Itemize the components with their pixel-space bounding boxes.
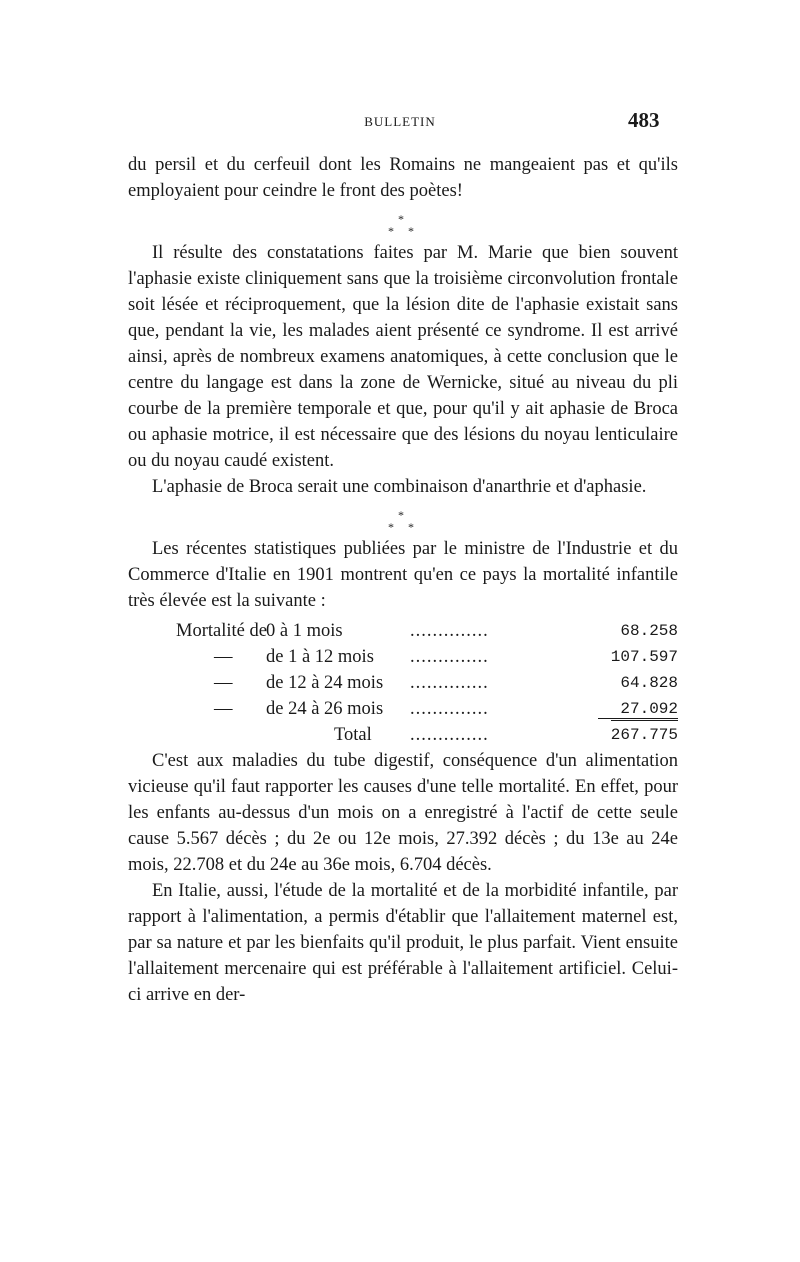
leader-dots: .............. bbox=[410, 621, 489, 641]
row-label: — bbox=[214, 647, 233, 667]
paragraph-persil: du persil et du cerfeuil dont les Romains ne mangeaient pas et qu'ils employaient pour ceindre le front des poètes! bbox=[128, 155, 678, 201]
paragraph-aphasie: Il résulte des constatations faites par M. Marie que bien souvent l'aphasie existe cliniquement sans que la troisième circonvolution frontale soit lésée et réciproquement, que la lésion dite de l'aphasie existait sans que, pendant la vie, les malades aient présenté ce syndrome. Il est arrivé ainsi, après de nombreux examens anatomiques, à cette conclusion que le centre du langage est dans la zone de Wernicke, situé au niveau du pli courbe de la première temporale et que, pour qu'il y ait aphasie de Broca ou aphasie motrice, il est nécessaire que des lésions du noyau lenticulaire ou du noyau caudé existent. bbox=[128, 243, 678, 471]
leader-dots: .............. bbox=[410, 699, 489, 719]
total-value: 267.775 bbox=[611, 720, 678, 748]
page-number: 483 bbox=[628, 108, 660, 132]
asterism-divider bbox=[128, 500, 678, 536]
asterism-star: * bbox=[388, 520, 394, 534]
asterism-star: * bbox=[388, 224, 394, 238]
row-range: de 1 à 12 mois bbox=[266, 647, 374, 667]
row-label: — bbox=[214, 699, 233, 719]
leader-dots: .............. bbox=[410, 673, 489, 693]
asterism-star: * bbox=[398, 212, 404, 226]
row-range: 0 à 1 mois bbox=[266, 621, 343, 641]
row-value: 27.092 bbox=[620, 700, 678, 718]
table-total-row bbox=[128, 722, 678, 748]
row-value: 107.597 bbox=[610, 648, 678, 666]
table-row bbox=[128, 670, 678, 696]
row-label: — bbox=[214, 673, 233, 693]
table-row bbox=[128, 696, 678, 722]
table-row bbox=[128, 618, 678, 644]
row-range: de 24 à 26 mois bbox=[266, 699, 384, 719]
running-title: BULLETIN bbox=[364, 114, 436, 129]
row-range: de 12 à 24 mois bbox=[266, 673, 384, 693]
asterism-divider bbox=[128, 204, 678, 240]
leader-dots: .............. bbox=[410, 647, 489, 667]
mortality-table bbox=[128, 618, 678, 748]
row-label: Mortalité de bbox=[176, 621, 267, 641]
paragraph-statistiques: Les récentes statistiques publiées par le ministre de l'Industrie et du Commerce d'Italie en 1901 montrent qu'en ce pays la mortalité infantile très élevée est la suivante : bbox=[128, 539, 678, 611]
paragraph-maladies: C'est aux maladies du tube digestif, conséquence d'un alimentation vicieuse qu'il faut rapporter les causes d'une telle mortalité. En effet, pour les enfants au-dessus d'un mois on a enregistré à l'actif de cette seule cause 5.567 décès ; du 2e ou 12e mois, 27.392 décès ; du 13e au 24e mois, 22.708 et du 24e au 36e mois, 6.704 décès. bbox=[128, 751, 678, 875]
total-label: Total bbox=[334, 725, 372, 745]
page-body bbox=[128, 152, 678, 1008]
table-row bbox=[128, 644, 678, 670]
leader-dots: .............. bbox=[410, 725, 489, 745]
page-header bbox=[0, 108, 800, 138]
paragraph-allaitement: En Italie, aussi, l'étude de la mortalité et de la morbidité infantile, par rapport à l'alimentation, a permis d'établir que l'allaitement maternel est, par sa nature et par les bienfaits qu'il produit, le plus parfait. Vient ensuite l'allaitement mercenaire qui est préférable à l'allaitement artificiel. Celui-ci arrive en der- bbox=[128, 881, 678, 1005]
asterism-star: * bbox=[398, 508, 404, 522]
asterism-star: * bbox=[408, 224, 414, 238]
row-value: 68.258 bbox=[620, 622, 678, 640]
sum-rule bbox=[598, 718, 678, 719]
asterism-star: * bbox=[408, 520, 414, 534]
row-value: 64.828 bbox=[620, 674, 678, 692]
paragraph-broca: L'aphasie de Broca serait une combinaison d'anarthrie et d'aphasie. bbox=[152, 477, 647, 497]
